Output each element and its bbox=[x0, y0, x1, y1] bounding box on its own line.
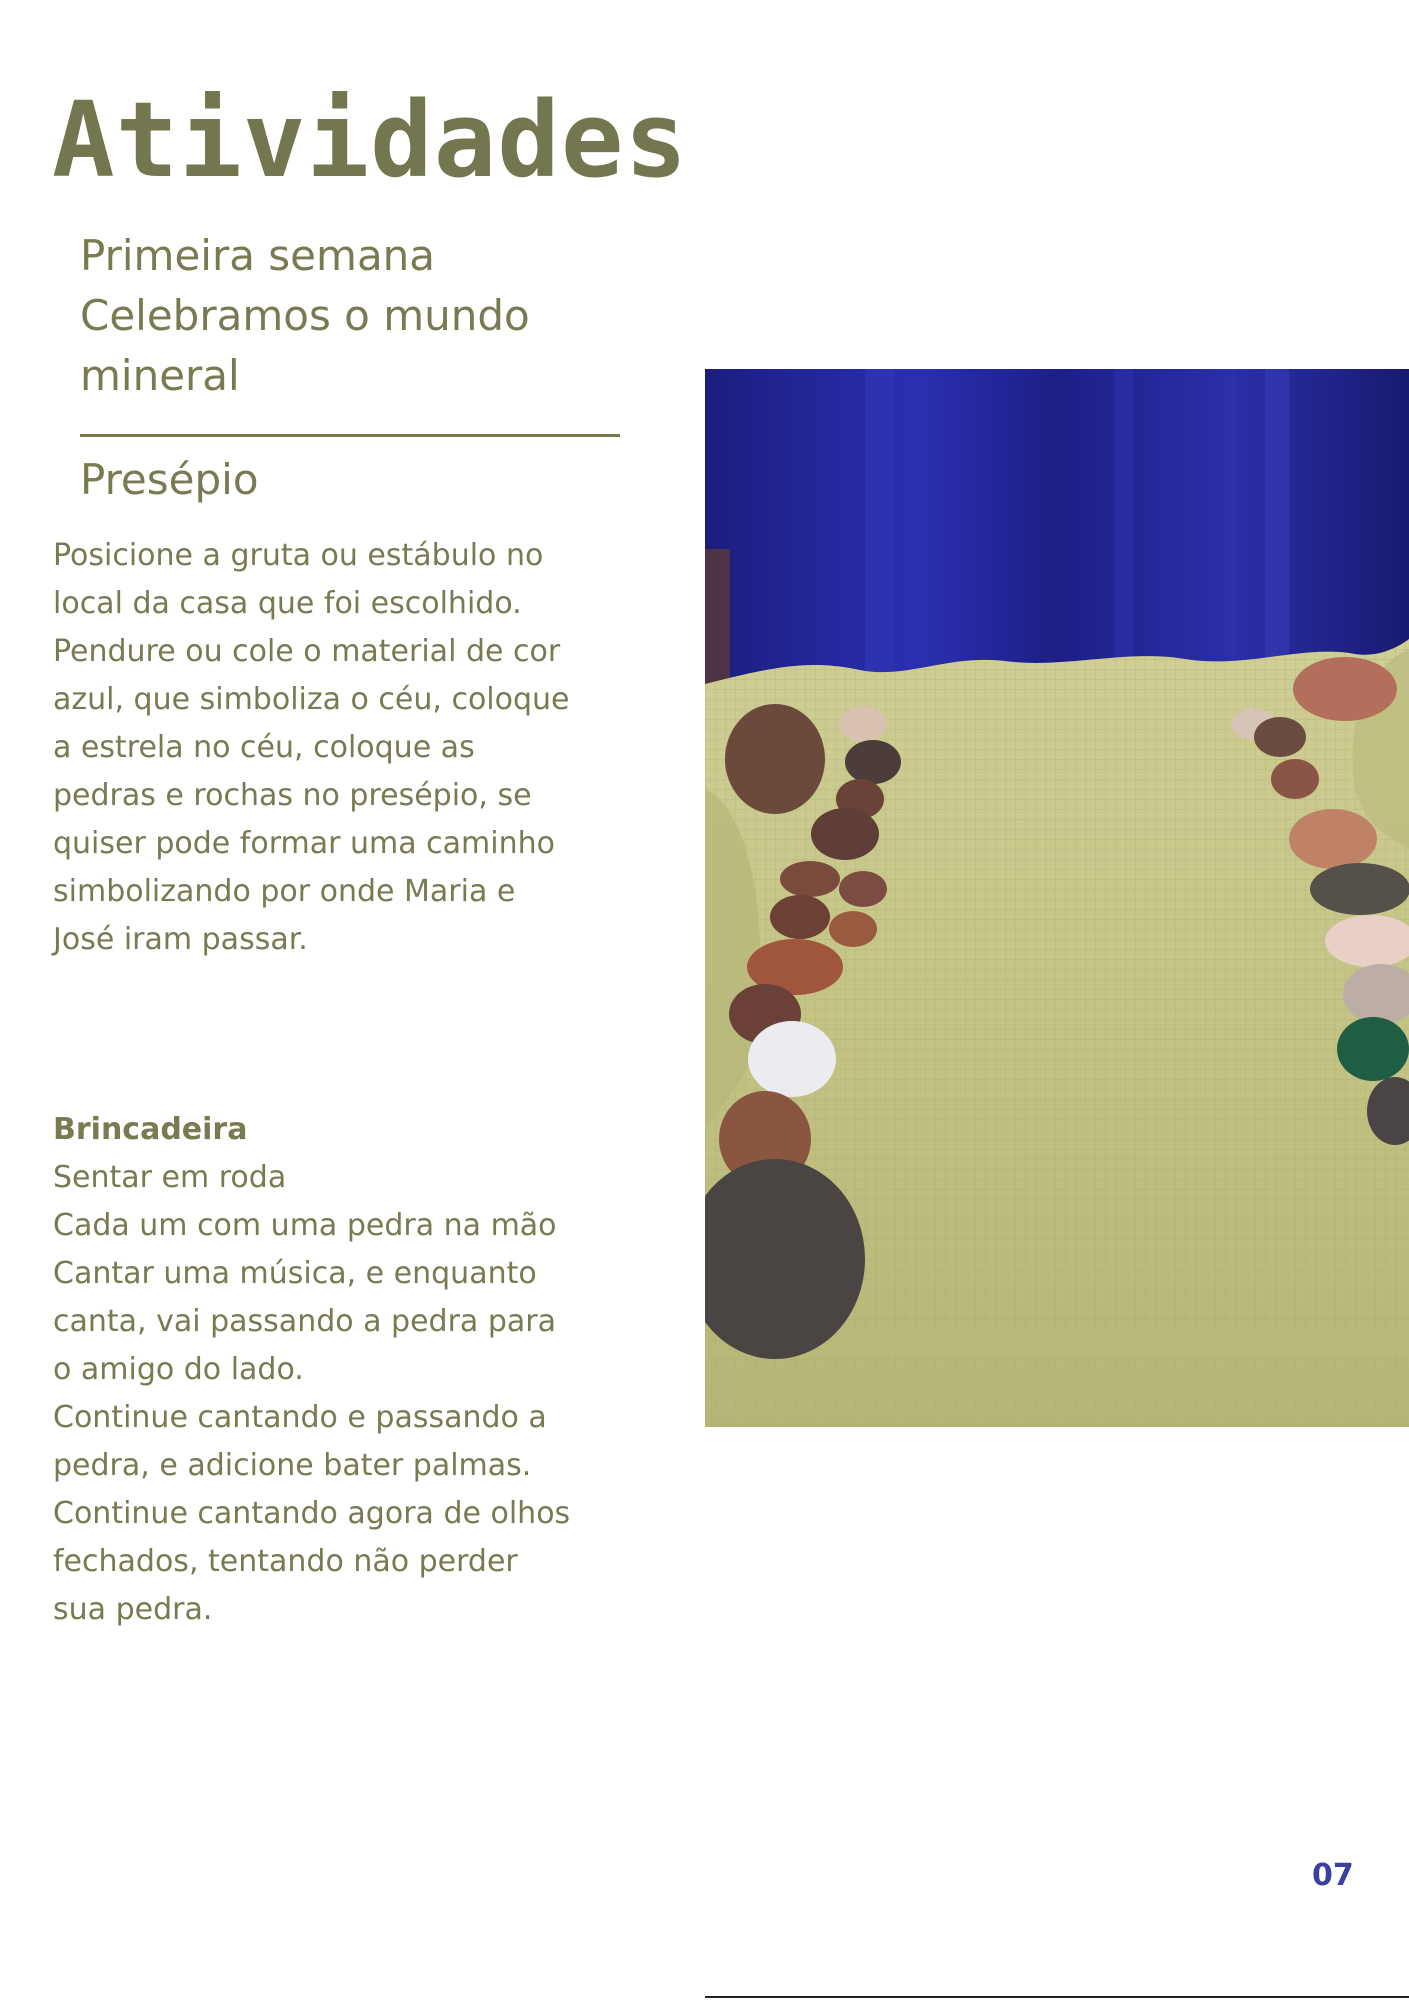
text-line: o amigo do lado. bbox=[53, 1352, 304, 1387]
week-subtitle bbox=[80, 226, 640, 406]
page-edge-line bbox=[705, 1996, 1409, 1998]
text-line: Pendure ou cole o material de cor bbox=[53, 634, 561, 669]
page-number: 07 bbox=[1312, 1858, 1354, 1893]
section-divider bbox=[80, 434, 620, 437]
text-line: pedras e rochas no presépio, se bbox=[53, 778, 532, 813]
section-title: Presépio bbox=[80, 455, 259, 504]
text-line: a estrela no céu, coloque as bbox=[53, 730, 475, 765]
text-line: canta, vai passando a pedra para bbox=[53, 1304, 556, 1339]
subtitle-line: mineral bbox=[80, 351, 240, 400]
text-line: Posicione a gruta ou estábulo no bbox=[53, 538, 544, 573]
text-line: Continue cantando agora de olhos bbox=[53, 1496, 571, 1531]
text-line: Continue cantando e passando a bbox=[53, 1400, 547, 1435]
presepio-instructions bbox=[53, 532, 613, 964]
nativity-stones-photo bbox=[705, 369, 1409, 1427]
game-instructions bbox=[53, 1106, 613, 1634]
text-line: pedra, e adicione bater palmas. bbox=[53, 1448, 532, 1483]
subtitle-line: Celebramos o mundo bbox=[80, 291, 530, 340]
text-line: Sentar em roda bbox=[53, 1160, 287, 1195]
text-line: sua pedra. bbox=[53, 1592, 213, 1627]
text-line: simbolizando por onde Maria e bbox=[53, 874, 516, 909]
text-line: fechados, tentando não perder bbox=[53, 1544, 518, 1579]
text-line: azul, que simboliza o céu, coloque bbox=[53, 682, 570, 717]
text-line: quiser pode formar uma caminho bbox=[53, 826, 555, 861]
text-line: Cada um com uma pedra na mão bbox=[53, 1208, 557, 1243]
subtitle-line: Primeira semana bbox=[80, 231, 436, 280]
text-line: local da casa que foi escolhido. bbox=[53, 586, 522, 621]
activity-heading: Brincadeira bbox=[53, 1112, 248, 1147]
page-title: Atividades bbox=[52, 79, 689, 201]
text-line: José iram passar. bbox=[53, 922, 308, 957]
text-line: Cantar uma música, e enquanto bbox=[53, 1256, 537, 1291]
